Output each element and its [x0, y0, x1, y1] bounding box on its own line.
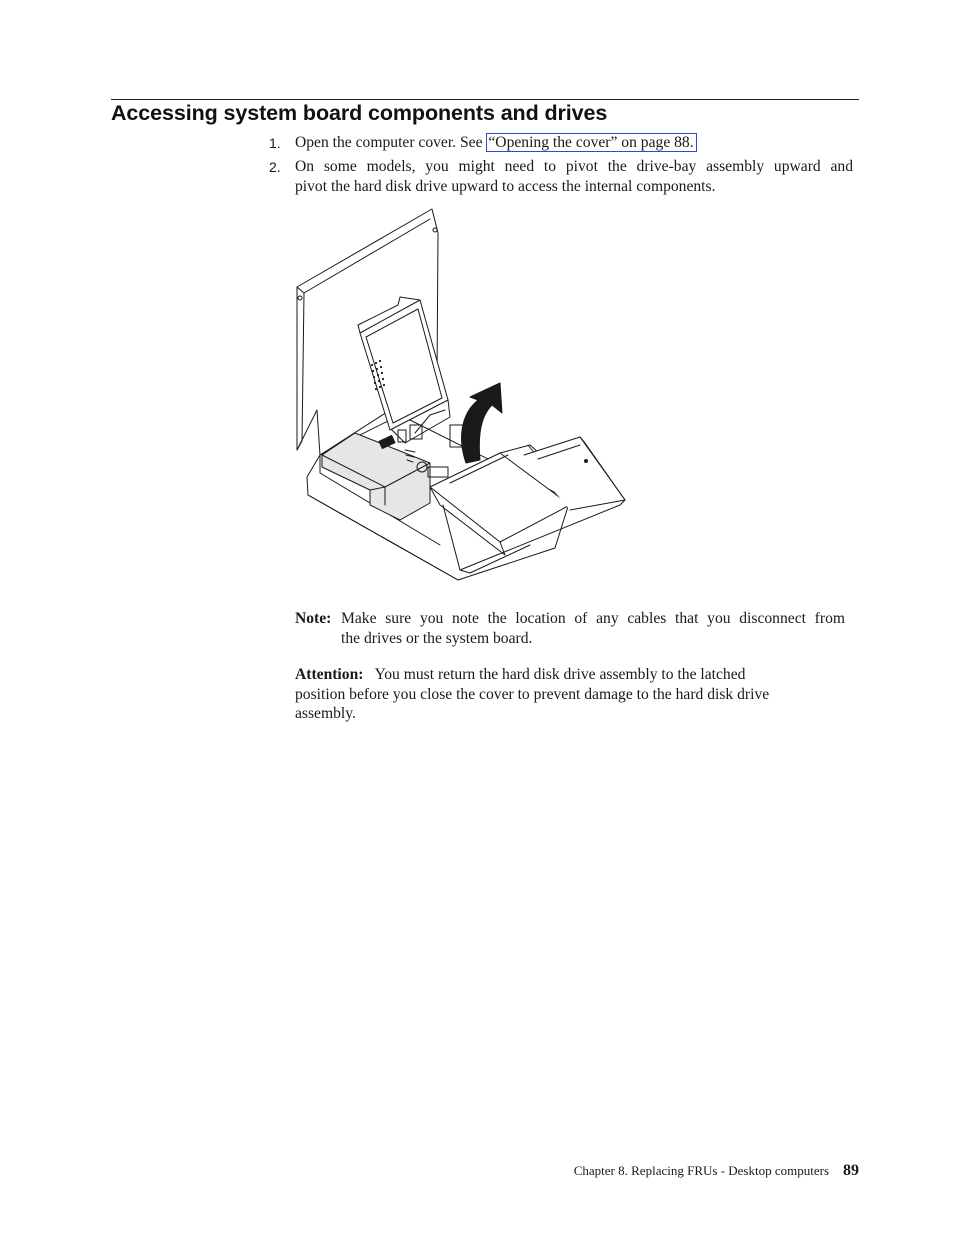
step-text-line: On some models, you might need to pivot the drive-bay assembly upward and: [295, 158, 853, 175]
note-line: Make sure you note the location of any cables that you disconnect from: [341, 610, 845, 627]
step-text-line: pivot the hard disk drive upward to access the internal components.: [295, 178, 716, 195]
step-text: [295, 133, 855, 153]
step-text: [295, 157, 855, 197]
chassis-illustration: [280, 205, 630, 590]
note-label: Note:: [295, 610, 332, 627]
attention-line: [295, 665, 840, 685]
attention-line: position before you close the cover to prevent damage to the hard disk drive: [295, 685, 770, 703]
step-number: 1.: [269, 135, 281, 151]
note-text: [341, 609, 851, 649]
page-number: 89: [843, 1162, 859, 1179]
step-text-before-link: Open the computer cover. See: [295, 134, 487, 151]
footer-chapter: Chapter 8. Replacing FRUs - Desktop computers: [573, 1163, 829, 1178]
opening-cover-link[interactable]: “Opening the cover” on page 88.: [486, 133, 696, 152]
attention-block: [295, 665, 840, 724]
section-rule: [111, 99, 859, 100]
step-number: 2.: [269, 159, 281, 175]
page-footer: [574, 1162, 859, 1180]
note-line: the drives or the system board.: [341, 630, 533, 647]
desktop-chassis-icon: [280, 205, 630, 590]
section-title: Accessing system board components and drives: [111, 101, 608, 125]
attention-line: assembly.: [295, 705, 356, 722]
attention-label: Attention:: [295, 666, 364, 683]
attention-text: You must return the hard disk drive assembly to the latched: [374, 666, 746, 683]
